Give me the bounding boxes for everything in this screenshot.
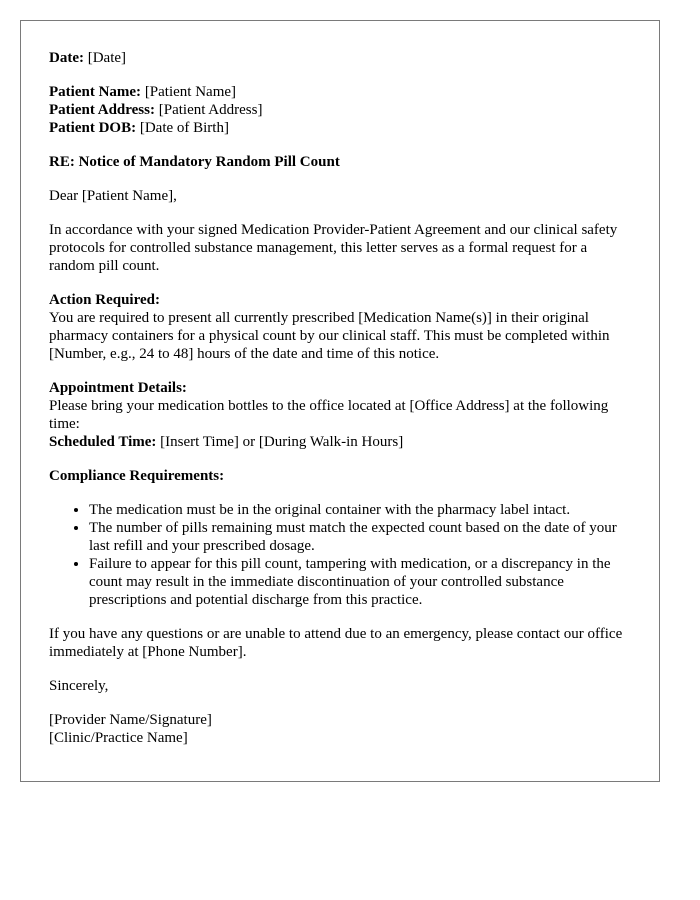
list-item: • The number of pills remaining must match the expected count based on the date of your last refill and your prescribed dosage. [89, 519, 631, 555]
scheduled-time-line [49, 433, 631, 451]
intro-paragraph: In accordance with your signed Medication Provider-Patient Agreement and our clinical safety protocols for controlled substance management, this letter serves as a formal request for a random pill count. [49, 222, 618, 274]
patient-name-line [49, 83, 631, 101]
patient-dob-label: Patient DOB: [49, 120, 137, 136]
subject-line [49, 153, 631, 171]
provider-signature: [Provider Name/Signature] [49, 712, 212, 728]
appointment-section [49, 379, 631, 451]
compliance-list [49, 501, 631, 609]
patient-name-label: Patient Name: [49, 84, 142, 100]
patient-info [49, 83, 631, 137]
clinic-name: [Clinic/Practice Name] [49, 730, 188, 746]
date-label: Date: [49, 50, 84, 66]
patient-name-value: [Patient Name] [144, 84, 237, 100]
patient-dob-value: [Date of Birth] [139, 120, 229, 136]
patient-address-value: [Patient Address] [158, 102, 263, 118]
appointment-text: Please bring your medication bottles to the office located at [Office Address] at the following time: [49, 398, 609, 432]
signature-block [49, 711, 631, 747]
appointment-heading: Appointment Details: [49, 380, 187, 396]
subject-text: RE: Notice of Mandatory Random Pill Count [49, 154, 340, 170]
list-item: • The medication must be in the original container with the pharmacy label intact. [89, 501, 631, 519]
action-section [49, 291, 631, 363]
patient-dob-line [49, 119, 631, 137]
action-text: You are required to present all currently prescribed [Medication Name(s)] in their original pharmacy containers for a physical count by our clinical staff. This must be completed within [Number, e.g., 24 to 48] hours of the date and time of this notice. [49, 310, 610, 362]
patient-address-line [49, 101, 631, 119]
date-line [49, 49, 631, 67]
closing: Sincerely, [49, 678, 109, 694]
scheduled-time-value: [Insert Time] or [During Walk-in Hours] [160, 434, 404, 450]
salutation: Dear [Patient Name], [49, 188, 177, 204]
compliance-heading: Compliance Requirements: [49, 468, 225, 484]
compliance-heading-block [49, 467, 631, 485]
contact-paragraph: If you have any questions or are unable to attend due to an emergency, please contact our office immediately at [Phone Number]. [49, 626, 623, 660]
list-item: • Failure to appear for this pill count, tampering with medication, or a discrepancy in the count may result in the immediate discontinuation of your controlled substance prescriptions and potential discharge from this practice. [89, 555, 631, 609]
letter-document [20, 20, 660, 782]
date-value: [Date] [87, 50, 127, 66]
scheduled-time-label: Scheduled Time: [49, 434, 157, 450]
action-heading: Action Required: [49, 292, 160, 308]
patient-address-label: Patient Address: [49, 102, 155, 118]
